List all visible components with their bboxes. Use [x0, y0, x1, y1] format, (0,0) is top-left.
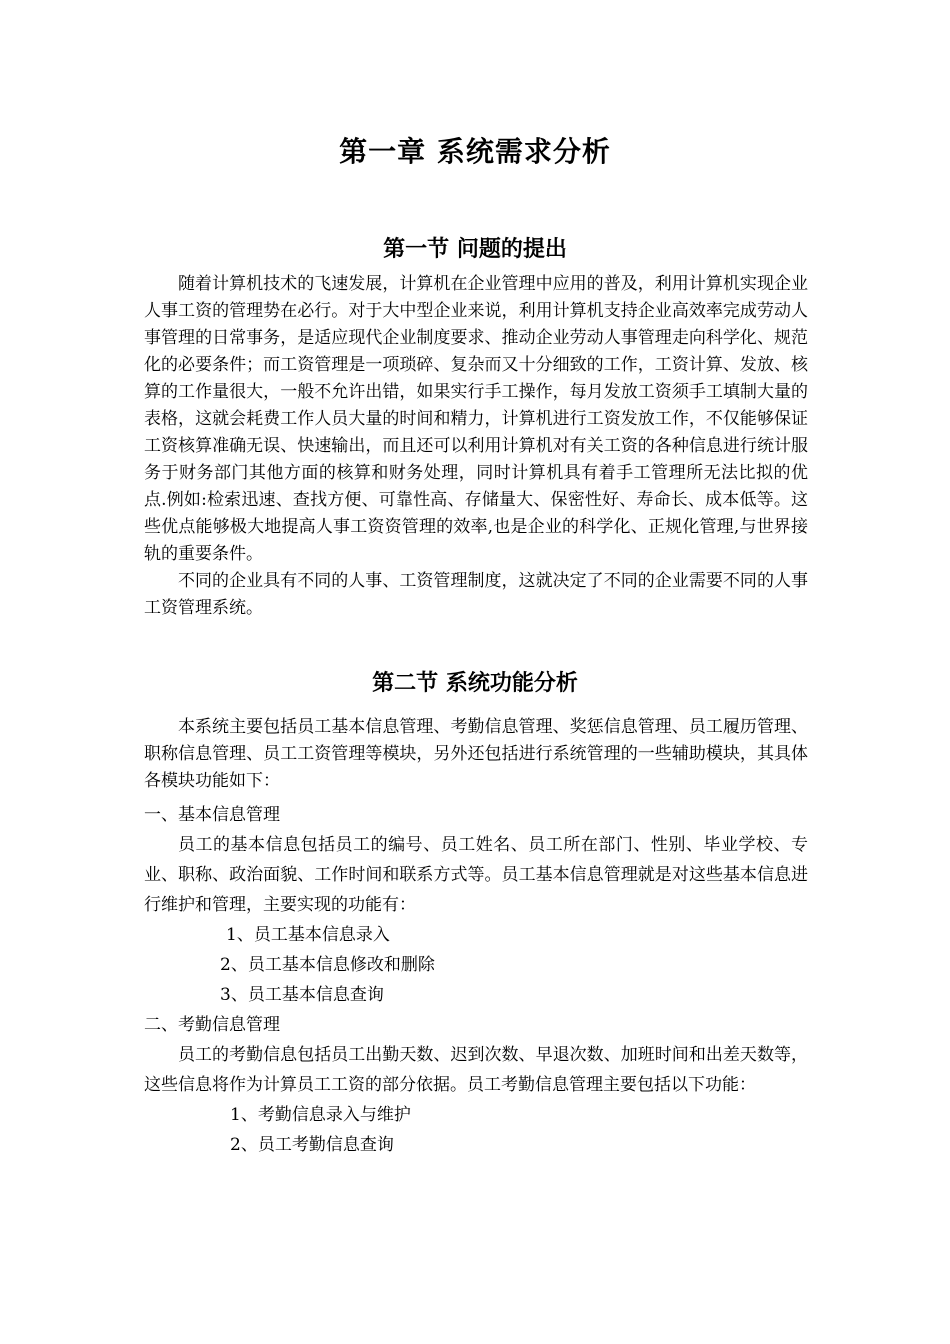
section1-body	[144, 271, 808, 622]
part1-item-3: 3、员工基本信息查询	[220, 985, 384, 1005]
section2-title: 第二节 系统功能分析	[372, 670, 578, 696]
section1-title: 第一节 问题的提出	[383, 236, 567, 262]
chapter-title: 第一章 系统需求分析	[339, 135, 611, 168]
section1-paragraph-2: 不同的企业具有不同的人事、工资管理制度，这就决定了不同的企业需要不同的人事工资管理系统。	[144, 571, 808, 618]
part2-item-2: 2、员工考勤信息查询	[230, 1135, 394, 1155]
part1-item-2: 2、员工基本信息修改和删除	[220, 955, 435, 975]
part1-item-1: 1、员工基本信息录入	[226, 925, 390, 945]
part2-item-1: 1、考勤信息录入与维护	[230, 1105, 411, 1125]
part2-text: 员工的考勤信息包括员工出勤天数、迟到次数、早退次数、加班时间和出差天数等，这些信息将作为计算员工工资的部分依据。员工考勤信息管理主要包括以下功能：	[144, 1045, 808, 1095]
section2-intro	[144, 714, 808, 795]
section2-intro-paragraph: 本系统主要包括员工基本信息管理、考勤信息管理、奖惩信息管理、员工履历管理、职称信息管理、员工工资管理等模块，另外还包括进行系统管理的一些辅助模块，其具体各模块功能如下：	[144, 717, 808, 791]
part2-heading: 二、考勤信息管理	[144, 1015, 280, 1035]
part1-text: 员工的基本信息包括员工的编号、员工姓名、员工所在部门、性别、毕业学校、专业、职称、政治面貌、工作时间和联系方式等。员工基本信息管理就是对这些基本信息进行维护和管理，主要实现的功能有：	[144, 835, 808, 915]
section1-paragraph-1: 随着计算机技术的飞速发展，计算机在企业管理中应用的普及，利用计算机实现企业人事工资的管理势在必行。对于大中型企业来说，利用计算机支持企业高效率完成劳动人事管理的日常事务，是适应现代企业制度要求、推动企业劳动人事管理走向科学化、规范化的必要条件；而工资管理是一项琐碎、复杂而又十分细致的工作，工资计算、发放、核算的工作量很大，一般不允许出错，如果实行手工操作，每月发放工资须手工填制大量的表格，这就会耗费工作人员大量的时间和精力，计算机进行工资发放工作，不仅能够保证工资核算准确无误、快速输出，而且还可以利用计算机对有关工资的各种信息进行统计服务于财务部门其他方面的核算和财务处理，同时计算机具有着手工管理所无法比拟的优点.例如:检索迅速、查找方便、可靠性高、存储量大、保密性好、寿命长、成本低等。这些优点能够极大地提高人事工资资管理的效率,也是企业的科学化、正规化管理,与世界接轨的重要条件。	[144, 274, 808, 564]
section2-part1	[144, 800, 808, 1160]
part1-heading: 一、基本信息管理	[144, 805, 280, 825]
